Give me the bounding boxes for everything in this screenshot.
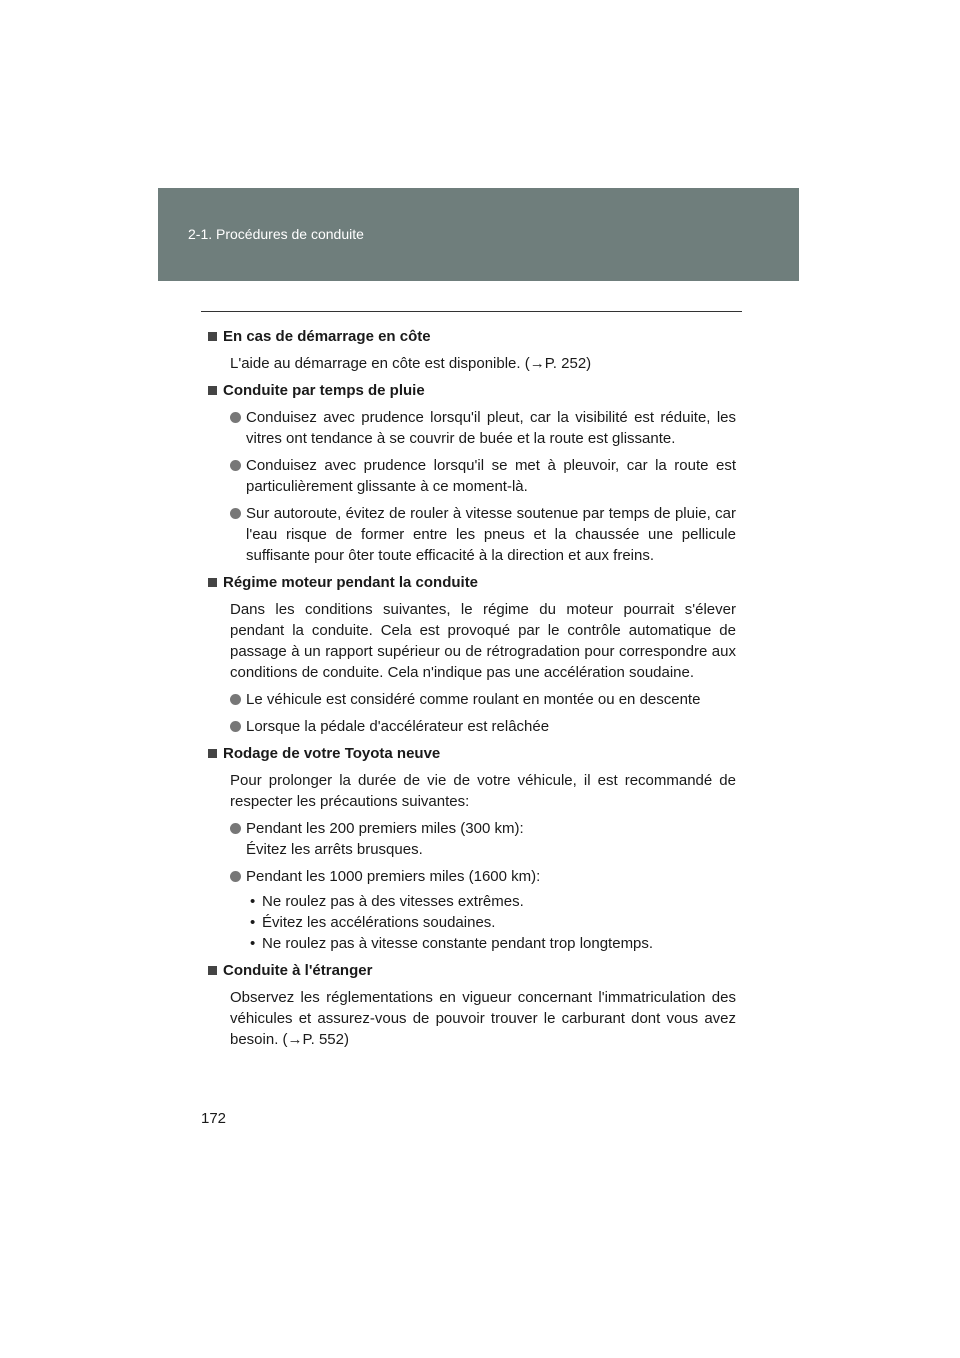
section-heading — [208, 326, 736, 347]
list-item-text: Le véhicule est considéré comme roulant en montée ou en descente — [246, 691, 701, 708]
list-item-text: Pendant les 1000 premiers miles (1600 km): — [246, 868, 541, 885]
square-bullet-icon — [208, 386, 217, 395]
list-item-text: Évitez les arrêts brusques. — [246, 841, 423, 858]
section-heading — [208, 572, 736, 593]
paragraph: Dans les conditions suivantes, le régime du moteur pourrait s'élever pendant la conduite. Cela est provoqué par le contrôle automatique de passage à un rapport supérieur ou de rétrogradation pour correspondre aux conditions de conduite. Cela n'indique pas une accélération soudaine. — [230, 601, 736, 681]
divider-rule — [201, 311, 742, 312]
round-bullet-icon — [230, 823, 241, 834]
section-heading — [208, 380, 736, 401]
sub-list-item — [208, 933, 736, 954]
square-bullet-icon — [208, 578, 217, 587]
square-bullet-icon — [208, 966, 217, 975]
list-item — [208, 503, 736, 566]
list-item-text: Conduisez avec prudence lorsqu'il pleut, car la visibilité est réduite, les vitres ont tendance à se couvrir de buée et la route est glissante. — [246, 409, 736, 447]
sub-list-item — [208, 891, 736, 912]
square-bullet-icon — [208, 332, 217, 341]
list-item-text: Conduisez avec prudence lorsqu'il se met à pleuvoir, car la route est particulièrement glissante à ce moment-là. — [246, 457, 736, 495]
page-number: 172 — [201, 1110, 227, 1127]
list-item — [208, 455, 736, 497]
list-item-text: Pendant les 200 premiers miles (300 km): — [246, 820, 524, 837]
square-bullet-icon — [208, 749, 217, 758]
heading-text: Conduite à l'étranger — [223, 962, 373, 979]
heading-text: Conduite par temps de pluie — [223, 382, 425, 399]
small-bullet-icon: • — [250, 914, 256, 931]
list-item-text: Lorsque la pédale d'accélérateur est relâchée — [246, 718, 550, 735]
paragraph: Pour prolonger la durée de vie de votre véhicule, il est recommandé de respecter les précautions suivantes: — [230, 772, 736, 810]
section-title: 2-1. Procédures de conduite — [188, 226, 364, 242]
list-item — [208, 716, 736, 737]
list-item-text: Sur autoroute, évitez de rouler à vitesse soutenue par temps de pluie, car l'eau risque de former entre les pneus et la chaussée une pellicule suffisante pour ôter toute efficacité à la direction et aux freins. — [246, 505, 736, 564]
sub-list-item — [208, 912, 736, 933]
heading-text: En cas de démarrage en côte — [223, 328, 431, 345]
section-heading — [208, 743, 736, 764]
round-bullet-icon — [230, 694, 241, 705]
list-item — [208, 689, 736, 710]
round-bullet-icon — [230, 721, 241, 732]
sub-list-item-text: Évitez les accélérations soudaines. — [262, 914, 496, 931]
small-bullet-icon: • — [250, 893, 256, 910]
heading-text: Rodage de votre Toyota neuve — [223, 745, 441, 762]
sub-list-item-text: Ne roulez pas à vitesse constante pendant trop longtemps. — [262, 935, 654, 952]
round-bullet-icon — [230, 460, 241, 471]
list-item — [208, 818, 736, 860]
header-band — [158, 188, 799, 281]
paragraph: L'aide au démarrage en côte est disponible. (→P. 252) — [230, 355, 592, 372]
section-heading — [208, 960, 736, 981]
round-bullet-icon — [230, 508, 241, 519]
paragraph: Observez les réglementations en vigueur concernant l'immatriculation des véhicules et assurez-vous de pouvoir trouver le carburant dont vous avez besoin. (→P. 552) — [230, 989, 736, 1048]
list-item — [208, 407, 736, 449]
heading-text: Régime moteur pendant la conduite — [223, 574, 479, 591]
round-bullet-icon — [230, 871, 241, 882]
page-content — [208, 326, 736, 1056]
small-bullet-icon: • — [250, 935, 256, 952]
round-bullet-icon — [230, 412, 241, 423]
list-item — [208, 866, 736, 887]
sub-list-item-text: Ne roulez pas à des vitesses extrêmes. — [262, 893, 524, 910]
